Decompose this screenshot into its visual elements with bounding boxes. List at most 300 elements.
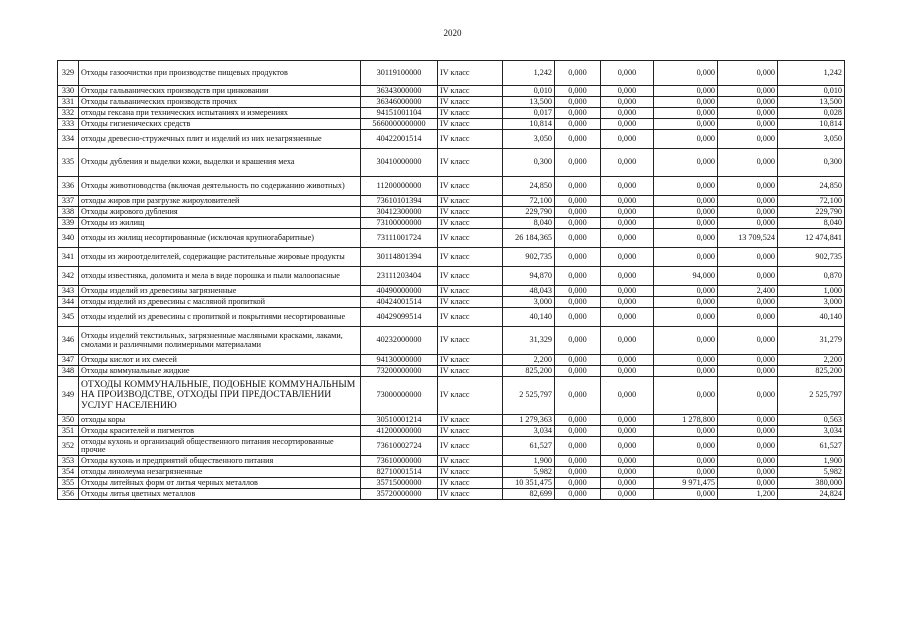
value-cell-4: 0,000 — [654, 248, 718, 267]
hazard-class-cell: IV класс — [438, 97, 503, 108]
waste-name-cell: Отходы газоочистки при производстве пищевых продуктов — [79, 61, 361, 86]
table-row — [58, 377, 845, 415]
hazard-class-cell: IV класс — [438, 177, 503, 196]
fkko-code-cell: 30510001214 — [361, 415, 438, 426]
value-cell-2: 0,000 — [555, 177, 601, 196]
waste-name-cell: Отходы гигиенических средств — [79, 119, 361, 130]
value-cell-5: 0,000 — [718, 297, 778, 308]
table-row — [58, 196, 845, 207]
value-cell-2: 0,000 — [555, 218, 601, 229]
value-cell-2: 0,000 — [555, 327, 601, 355]
value-cell-6: 3,050 — [778, 130, 845, 149]
value-cell-3: 0,000 — [601, 415, 654, 426]
row-number-cell: 350 — [58, 415, 79, 426]
hazard-class-cell: IV класс — [438, 149, 503, 177]
row-number-cell: 337 — [58, 196, 79, 207]
fkko-code-cell: 11200000000 — [361, 177, 438, 196]
row-number-cell: 330 — [58, 86, 79, 97]
row-number-cell: 329 — [58, 61, 79, 86]
value-cell-4: 0,000 — [654, 437, 718, 456]
value-cell-6: 0,010 — [778, 86, 845, 97]
value-cell-2: 0,000 — [555, 149, 601, 177]
row-number-cell: 355 — [58, 478, 79, 489]
value-cell-6: 10,814 — [778, 119, 845, 130]
waste-name-cell: Отходы изделий текстильных, загрязненные масляными красками, лаками, смолами и различными полимерными материалами — [79, 327, 361, 355]
value-cell-4: 0,000 — [654, 177, 718, 196]
table-row — [58, 229, 845, 248]
value-cell-6: 13,500 — [778, 97, 845, 108]
value-cell-4: 0,000 — [654, 366, 718, 377]
value-cell-6: 0,563 — [778, 415, 845, 426]
value-cell-3: 0,000 — [601, 456, 654, 467]
row-number-cell: 347 — [58, 355, 79, 366]
value-cell-3: 0,000 — [601, 248, 654, 267]
row-number-cell: 351 — [58, 426, 79, 437]
value-cell-6: 40,140 — [778, 308, 845, 327]
value-cell-6: 31,279 — [778, 327, 845, 355]
fkko-code-cell: 5660000000000 — [361, 119, 438, 130]
hazard-class-cell: IV класс — [438, 248, 503, 267]
value-cell-4: 0,000 — [654, 61, 718, 86]
table-row — [58, 286, 845, 297]
fkko-code-cell: 94130000000 — [361, 355, 438, 366]
fkko-code-cell: 40422001514 — [361, 130, 438, 149]
value-cell-5: 0,000 — [718, 177, 778, 196]
value-cell-1: 0,300 — [503, 149, 555, 177]
value-cell-3: 0,000 — [601, 97, 654, 108]
value-cell-1: 31,329 — [503, 327, 555, 355]
value-cell-4: 0,000 — [654, 196, 718, 207]
value-cell-3: 0,000 — [601, 297, 654, 308]
hazard-class-cell: IV класс — [438, 119, 503, 130]
value-cell-3: 0,000 — [601, 108, 654, 119]
value-cell-3: 0,000 — [601, 177, 654, 196]
value-cell-6: 24,850 — [778, 177, 845, 196]
value-cell-1: 0,010 — [503, 86, 555, 97]
table-row — [58, 437, 845, 456]
value-cell-6: 3,000 — [778, 297, 845, 308]
row-number-cell: 343 — [58, 286, 79, 297]
value-cell-6: 72,100 — [778, 196, 845, 207]
value-cell-3: 0,000 — [601, 366, 654, 377]
value-cell-3: 0,000 — [601, 267, 654, 286]
row-number-cell: 332 — [58, 108, 79, 119]
hazard-class-cell: IV класс — [438, 61, 503, 86]
waste-name-cell: Отходы красителей и пигментов — [79, 426, 361, 437]
value-cell-5: 0,000 — [718, 108, 778, 119]
waste-name-cell: отходы изделий из древесины с пропиткой и покрытиями несортированные — [79, 308, 361, 327]
table-row — [58, 61, 845, 86]
value-cell-5: 0,000 — [718, 130, 778, 149]
table-row — [58, 248, 845, 267]
value-cell-4: 0,000 — [654, 426, 718, 437]
table-row — [58, 308, 845, 327]
row-number-cell: 353 — [58, 456, 79, 467]
value-cell-1: 8,040 — [503, 218, 555, 229]
hazard-class-cell: IV класс — [438, 327, 503, 355]
hazard-class-cell: IV класс — [438, 426, 503, 437]
hazard-class-cell: IV класс — [438, 377, 503, 415]
hazard-class-cell: IV класс — [438, 478, 503, 489]
hazard-class-cell: IV класс — [438, 108, 503, 119]
table-row — [58, 456, 845, 467]
row-number-cell: 340 — [58, 229, 79, 248]
value-cell-5: 1,200 — [718, 489, 778, 500]
row-number-cell: 341 — [58, 248, 79, 267]
waste-table — [57, 60, 845, 500]
value-cell-3: 0,000 — [601, 377, 654, 415]
table-row — [58, 218, 845, 229]
value-cell-5: 0,000 — [718, 218, 778, 229]
value-cell-1: 24,850 — [503, 177, 555, 196]
value-cell-6: 902,735 — [778, 248, 845, 267]
value-cell-1: 82,699 — [503, 489, 555, 500]
waste-name-cell: отходы древесно-стружечных плит и изделий из них незагрязненные — [79, 130, 361, 149]
value-cell-5: 0,000 — [718, 415, 778, 426]
waste-name-cell: отходы линолеума незагрязненные — [79, 467, 361, 478]
hazard-class-cell: IV класс — [438, 366, 503, 377]
value-cell-3: 0,000 — [601, 286, 654, 297]
row-number-cell: 356 — [58, 489, 79, 500]
value-cell-4: 0,000 — [654, 489, 718, 500]
row-number-cell: 334 — [58, 130, 79, 149]
hazard-class-cell: IV класс — [438, 489, 503, 500]
value-cell-3: 0,000 — [601, 218, 654, 229]
value-cell-5: 0,000 — [718, 478, 778, 489]
value-cell-5: 0,000 — [718, 196, 778, 207]
waste-name-cell: Отходы из жилищ — [79, 218, 361, 229]
row-number-cell: 349 — [58, 377, 79, 415]
value-cell-4: 9 971,475 — [654, 478, 718, 489]
value-cell-1: 3,000 — [503, 297, 555, 308]
value-cell-5: 0,000 — [718, 366, 778, 377]
table-row — [58, 478, 845, 489]
table-row — [58, 130, 845, 149]
value-cell-5: 0,000 — [718, 207, 778, 218]
value-cell-6: 825,200 — [778, 366, 845, 377]
value-cell-2: 0,000 — [555, 355, 601, 366]
table-row — [58, 86, 845, 97]
value-cell-1: 48,043 — [503, 286, 555, 297]
table-row — [58, 108, 845, 119]
table-row — [58, 119, 845, 130]
value-cell-4: 0,000 — [654, 97, 718, 108]
value-cell-2: 0,000 — [555, 467, 601, 478]
waste-name-cell: отходы гексана при технических испытаниях и измерениях — [79, 108, 361, 119]
value-cell-5: 0,000 — [718, 355, 778, 366]
value-cell-3: 0,000 — [601, 61, 654, 86]
value-cell-1: 10 351,475 — [503, 478, 555, 489]
value-cell-5: 0,000 — [718, 61, 778, 86]
fkko-code-cell: 36346000000 — [361, 97, 438, 108]
value-cell-1: 0,017 — [503, 108, 555, 119]
value-cell-6: 2,200 — [778, 355, 845, 366]
value-cell-6: 24,824 — [778, 489, 845, 500]
value-cell-6: 380,000 — [778, 478, 845, 489]
hazard-class-cell: IV класс — [438, 286, 503, 297]
value-cell-3: 0,000 — [601, 426, 654, 437]
value-cell-1: 2,200 — [503, 355, 555, 366]
value-cell-6: 12 474,841 — [778, 229, 845, 248]
fkko-code-cell: 73111001724 — [361, 229, 438, 248]
value-cell-1: 825,200 — [503, 366, 555, 377]
value-cell-4: 0,000 — [654, 355, 718, 366]
value-cell-1: 40,140 — [503, 308, 555, 327]
value-cell-2: 0,000 — [555, 97, 601, 108]
page-number: 2020 — [443, 28, 462, 38]
value-cell-6: 229,790 — [778, 207, 845, 218]
value-cell-4: 0,000 — [654, 119, 718, 130]
value-cell-5: 0,000 — [718, 467, 778, 478]
row-number-cell: 354 — [58, 467, 79, 478]
row-number-cell: 346 — [58, 327, 79, 355]
value-cell-3: 0,000 — [601, 86, 654, 97]
waste-name-cell: Отходы кислот и их смесей — [79, 355, 361, 366]
value-cell-4: 0,000 — [654, 207, 718, 218]
value-cell-6: 2 525,797 — [778, 377, 845, 415]
waste-name-cell: отходы изделий из древесины с масляной пропиткой — [79, 297, 361, 308]
value-cell-2: 0,000 — [555, 308, 601, 327]
value-cell-4: 0,000 — [654, 308, 718, 327]
row-number-cell: 333 — [58, 119, 79, 130]
row-number-cell: 352 — [58, 437, 79, 456]
value-cell-3: 0,000 — [601, 308, 654, 327]
value-cell-2: 0,000 — [555, 248, 601, 267]
value-cell-1: 902,735 — [503, 248, 555, 267]
value-cell-6: 1,900 — [778, 456, 845, 467]
fkko-code-cell: 82710001514 — [361, 467, 438, 478]
value-cell-2: 0,000 — [555, 61, 601, 86]
value-cell-1: 2 525,797 — [503, 377, 555, 415]
waste-name-cell: Отходы дубления и выделки кожи, выделки и крашения меха — [79, 149, 361, 177]
value-cell-2: 0,000 — [555, 267, 601, 286]
value-cell-4: 94,000 — [654, 267, 718, 286]
value-cell-2: 0,000 — [555, 119, 601, 130]
fkko-code-cell: 94151001104 — [361, 108, 438, 119]
table-row — [58, 426, 845, 437]
value-cell-5: 0,000 — [718, 377, 778, 415]
value-cell-4: 0,000 — [654, 327, 718, 355]
value-cell-6: 0,028 — [778, 108, 845, 119]
value-cell-3: 0,000 — [601, 229, 654, 248]
value-cell-3: 0,000 — [601, 196, 654, 207]
waste-name-cell: Отходы жирового дубления — [79, 207, 361, 218]
fkko-code-cell: 36343000000 — [361, 86, 438, 97]
value-cell-4: 0,000 — [654, 377, 718, 415]
value-cell-1: 5,982 — [503, 467, 555, 478]
row-number-cell: 339 — [58, 218, 79, 229]
value-cell-3: 0,000 — [601, 489, 654, 500]
value-cell-6: 61,527 — [778, 437, 845, 456]
hazard-class-cell: IV класс — [438, 415, 503, 426]
fkko-code-cell: 30410000000 — [361, 149, 438, 177]
hazard-class-cell: IV класс — [438, 130, 503, 149]
value-cell-3: 0,000 — [601, 207, 654, 218]
hazard-class-cell: IV класс — [438, 267, 503, 286]
value-cell-5: 0,000 — [718, 267, 778, 286]
value-cell-5: 0,000 — [718, 437, 778, 456]
value-cell-2: 0,000 — [555, 130, 601, 149]
value-cell-1: 3,050 — [503, 130, 555, 149]
value-cell-5: 0,000 — [718, 426, 778, 437]
value-cell-6: 1,000 — [778, 286, 845, 297]
value-cell-1: 229,790 — [503, 207, 555, 218]
value-cell-3: 0,000 — [601, 327, 654, 355]
value-cell-4: 0,000 — [654, 149, 718, 177]
value-cell-1: 1 279,363 — [503, 415, 555, 426]
value-cell-1: 72,100 — [503, 196, 555, 207]
fkko-code-cell: 73000000000 — [361, 377, 438, 415]
waste-name-cell: Отходы животноводства (включая деятельность по содержанию животных) — [79, 177, 361, 196]
value-cell-3: 0,000 — [601, 478, 654, 489]
value-cell-2: 0,000 — [555, 286, 601, 297]
value-cell-4: 0,000 — [654, 130, 718, 149]
fkko-code-cell: 73610101394 — [361, 196, 438, 207]
value-cell-5: 13 709,524 — [718, 229, 778, 248]
table-row — [58, 267, 845, 286]
waste-name-cell: Отходы гальванических производств при цинковании — [79, 86, 361, 97]
value-cell-3: 0,000 — [601, 130, 654, 149]
value-cell-3: 0,000 — [601, 467, 654, 478]
waste-name-cell: отходы из жилищ несортированные (исключая крупногабаритные) — [79, 229, 361, 248]
fkko-code-cell: 40424001514 — [361, 297, 438, 308]
value-cell-3: 0,000 — [601, 437, 654, 456]
value-cell-6: 1,242 — [778, 61, 845, 86]
fkko-code-cell: 35715000000 — [361, 478, 438, 489]
table-row — [58, 467, 845, 478]
table-row — [58, 366, 845, 377]
value-cell-3: 0,000 — [601, 149, 654, 177]
row-number-cell: 336 — [58, 177, 79, 196]
hazard-class-cell: IV класс — [438, 308, 503, 327]
row-number-cell: 331 — [58, 97, 79, 108]
hazard-class-cell: IV класс — [438, 218, 503, 229]
value-cell-2: 0,000 — [555, 426, 601, 437]
hazard-class-cell: IV класс — [438, 355, 503, 366]
value-cell-1: 94,870 — [503, 267, 555, 286]
value-cell-2: 0,000 — [555, 377, 601, 415]
value-cell-1: 1,242 — [503, 61, 555, 86]
hazard-class-cell: IV класс — [438, 86, 503, 97]
fkko-code-cell: 41200000000 — [361, 426, 438, 437]
value-cell-2: 0,000 — [555, 478, 601, 489]
fkko-code-cell: 35720000000 — [361, 489, 438, 500]
value-cell-2: 0,000 — [555, 489, 601, 500]
value-cell-6: 5,982 — [778, 467, 845, 478]
value-cell-2: 0,000 — [555, 196, 601, 207]
hazard-class-cell: IV класс — [438, 229, 503, 248]
waste-name-cell: отходы жиров при разгрузке жироуловителей — [79, 196, 361, 207]
fkko-code-cell: 30412300000 — [361, 207, 438, 218]
row-number-cell: 342 — [58, 267, 79, 286]
waste-name-cell: отходы известняка, доломита и мела в виде порошка и пыли малоопасные — [79, 267, 361, 286]
value-cell-6: 8,040 — [778, 218, 845, 229]
table-row — [58, 97, 845, 108]
hazard-class-cell: IV класс — [438, 456, 503, 467]
row-number-cell: 338 — [58, 207, 79, 218]
value-cell-2: 0,000 — [555, 415, 601, 426]
waste-name-cell: отходы коры — [79, 415, 361, 426]
value-cell-4: 1 278,800 — [654, 415, 718, 426]
hazard-class-cell: IV класс — [438, 207, 503, 218]
waste-name-cell: Отходы изделий из древесины загрязненные — [79, 286, 361, 297]
value-cell-1: 3,034 — [503, 426, 555, 437]
value-cell-1: 13,500 — [503, 97, 555, 108]
value-cell-6: 3,034 — [778, 426, 845, 437]
value-cell-4: 0,000 — [654, 229, 718, 248]
table-row — [58, 489, 845, 500]
value-cell-2: 0,000 — [555, 86, 601, 97]
value-cell-3: 0,000 — [601, 355, 654, 366]
table-row — [58, 207, 845, 218]
value-cell-1: 10,814 — [503, 119, 555, 130]
fkko-code-cell: 40429099514 — [361, 308, 438, 327]
value-cell-2: 0,000 — [555, 456, 601, 467]
row-number-cell: 348 — [58, 366, 79, 377]
hazard-class-cell: IV класс — [438, 437, 503, 456]
row-number-cell: 335 — [58, 149, 79, 177]
hazard-class-cell: IV класс — [438, 467, 503, 478]
fkko-code-cell: 30114801394 — [361, 248, 438, 267]
value-cell-5: 0,000 — [718, 248, 778, 267]
table-row — [58, 327, 845, 355]
row-number-cell: 344 — [58, 297, 79, 308]
value-cell-4: 0,000 — [654, 108, 718, 119]
hazard-class-cell: IV класс — [438, 297, 503, 308]
value-cell-5: 0,000 — [718, 97, 778, 108]
hazard-class-cell: IV класс — [438, 196, 503, 207]
value-cell-4: 0,000 — [654, 86, 718, 97]
fkko-code-cell: 30119100000 — [361, 61, 438, 86]
value-cell-2: 0,000 — [555, 229, 601, 248]
table-row — [58, 149, 845, 177]
waste-name-cell: Отходы литья цветных металлов — [79, 489, 361, 500]
waste-name-cell: Отходы гальванических производств прочих — [79, 97, 361, 108]
value-cell-5: 0,000 — [718, 327, 778, 355]
value-cell-4: 0,000 — [654, 286, 718, 297]
table-row — [58, 177, 845, 196]
fkko-code-cell: 73610002724 — [361, 437, 438, 456]
value-cell-2: 0,000 — [555, 297, 601, 308]
row-number-cell: 345 — [58, 308, 79, 327]
value-cell-6: 0,300 — [778, 149, 845, 177]
fkko-code-cell: 73610000000 — [361, 456, 438, 467]
value-cell-3: 0,000 — [601, 119, 654, 130]
value-cell-6: 0,870 — [778, 267, 845, 286]
value-cell-5: 0,000 — [718, 456, 778, 467]
value-cell-4: 0,000 — [654, 297, 718, 308]
waste-name-cell: Отходы литейных форм от литья черных металлов — [79, 478, 361, 489]
value-cell-4: 0,000 — [654, 456, 718, 467]
value-cell-4: 0,000 — [654, 218, 718, 229]
fkko-code-cell: 73200000000 — [361, 366, 438, 377]
value-cell-1: 1,900 — [503, 456, 555, 467]
value-cell-2: 0,000 — [555, 437, 601, 456]
value-cell-5: 0,000 — [718, 119, 778, 130]
table-body — [58, 61, 845, 500]
table-row — [58, 355, 845, 366]
value-cell-2: 0,000 — [555, 207, 601, 218]
value-cell-1: 61,527 — [503, 437, 555, 456]
table-row — [58, 415, 845, 426]
waste-name-cell: ОТХОДЫ КОММУНАЛЬНЫЕ, ПОДОБНЫЕ КОММУНАЛЬНЫМ НА ПРОИЗВОДСТВЕ, ОТХОДЫ ПРИ ПРЕДОСТАВЛЕНИИ УСЛУГ НАСЕЛЕНИЮ — [79, 377, 361, 415]
value-cell-5: 0,000 — [718, 308, 778, 327]
fkko-code-cell: 73100000000 — [361, 218, 438, 229]
fkko-code-cell: 23111203404 — [361, 267, 438, 286]
waste-name-cell: отходы из жироотделителей, содержащие растительные жировые продукты — [79, 248, 361, 267]
table-row — [58, 297, 845, 308]
value-cell-2: 0,000 — [555, 366, 601, 377]
